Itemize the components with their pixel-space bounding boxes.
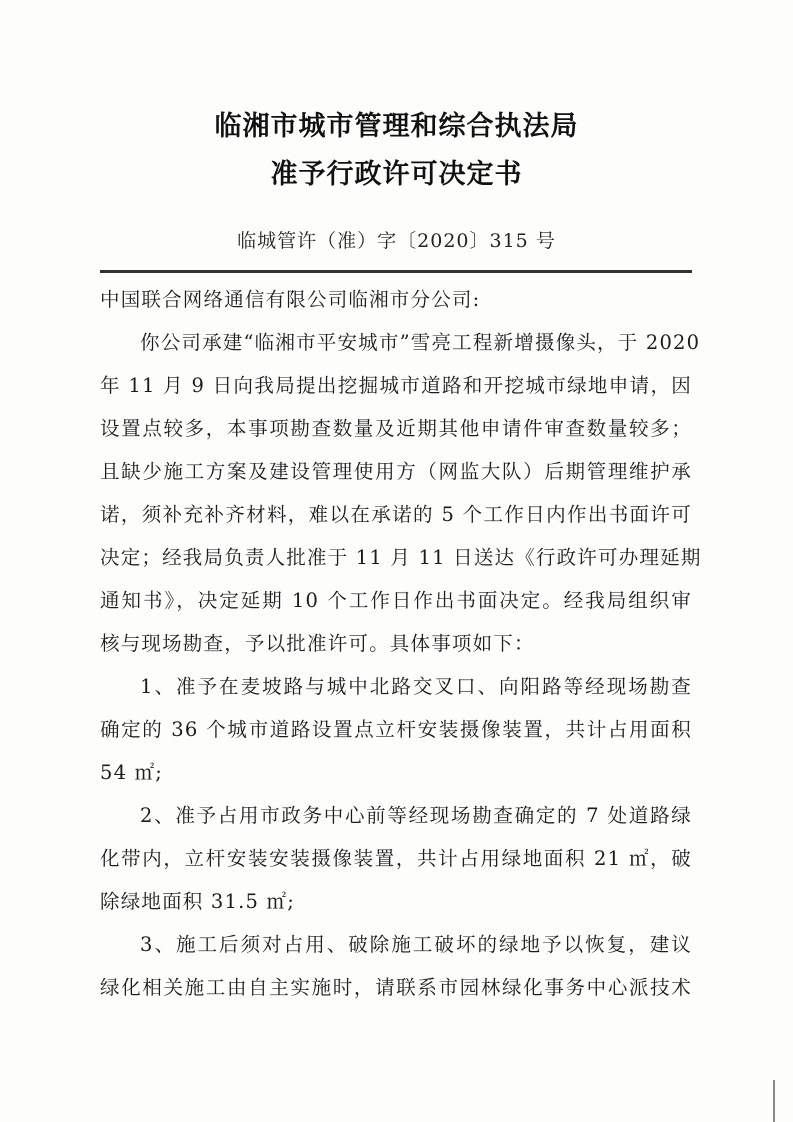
item-2-line: 化带内，立杆安装安装摄像装置，共计占用绿地面积 21 ㎡，破	[100, 847, 692, 870]
addressee: 中国联合网络通信有限公司临湘市分公司:	[100, 288, 481, 311]
body-line: 且缺少施工方案及建设管理使用方（网监大队）后期管理维护承	[100, 460, 692, 483]
item-3-line: 绿化相关施工由自主实施时，请联系市园林绿化事务中心派技术	[100, 976, 692, 999]
item-2-line: 除绿地面积 31.5 ㎡;	[100, 890, 295, 913]
document-number: 临城管许（准）字〔2020〕315 号	[237, 230, 556, 252]
document-title: 准予行政许可决定书	[270, 159, 523, 190]
body-line: 诺，须补充补齐材料，难以在承诺的 5 个工作日内作出书面许可	[100, 503, 692, 526]
body-line: 核与现场勘查，予以批准许可。具体事项如下：	[100, 632, 535, 655]
item-1-line: 确定的 36 个城市道路设置点立杆安装摄像装置，共计占用面积	[100, 718, 692, 741]
document-title-issuer: 临湘市城市管理和综合执法局	[214, 111, 579, 142]
item-1-line: 1、准予在麦坡路与城中北路交叉口、向阳路等经现场勘查	[140, 675, 692, 698]
item-2-line: 2、准予占用市政务中心前等经现场勘查确定的 7 处道路绿	[140, 804, 692, 827]
item-1-line: 54 ㎡;	[100, 761, 164, 784]
body-line: 你公司承建“临湘市平安城市”雪亮工程新增摄像头，于 2020	[140, 331, 701, 354]
body-line: 通知书》，决定延期 10 个工作日作出书面决定。经我局组织审	[100, 589, 692, 612]
body-line: 设置点较多，本事项勘查数量及近期其他申请件审查数量较多；	[100, 417, 692, 440]
body-line: 决定；经我局负责人批准于 11 月 11 日送达《行政许可办理延期	[100, 546, 702, 569]
item-3-line: 3、施工后须对占用、破除施工破坏的绿地予以恢复，建议	[140, 933, 692, 956]
body-line: 年 11 月 9 日向我局提出挖掘城市道路和开挖城市绿地申请，因	[100, 374, 692, 397]
header-divider	[100, 270, 692, 273]
scan-edge-mark	[773, 1080, 775, 1122]
